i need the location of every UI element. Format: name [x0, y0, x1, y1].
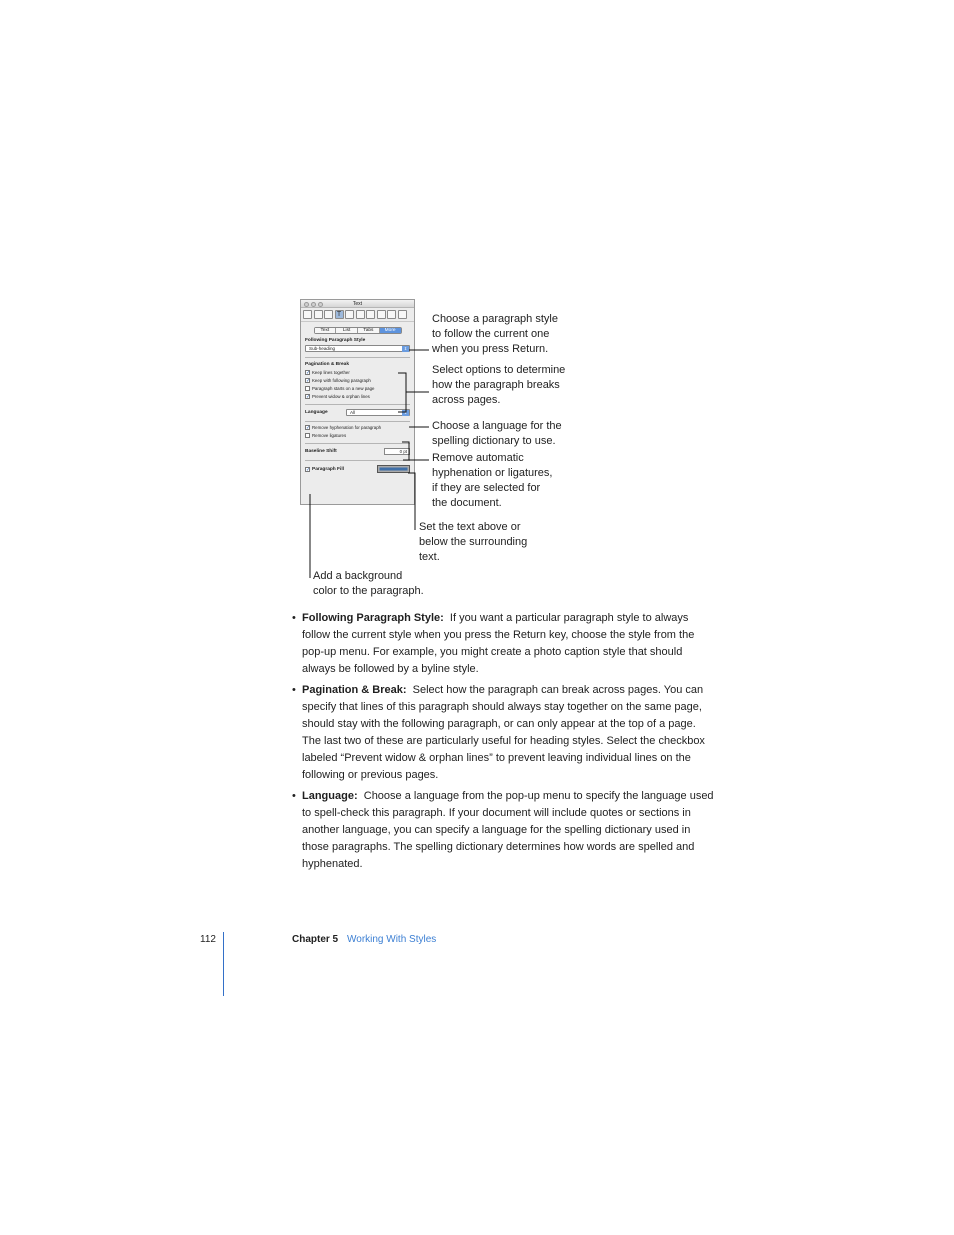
bullet-dot: •: [292, 612, 296, 624]
bullet-pagination: • Pagination & Break: Select how the paragraph can break across pages. You can specify that lines of this paragraph should always stay together on the same page, should stay with the following paragraph, or can only appear at the top of a page. The last two of these are particularly useful for heading styles. Select the checkbox labeled “Prevent widow & orphan lines” to prevent leaving individual lines on the following or previous pages.: [292, 684, 705, 781]
page-number: 112: [200, 934, 216, 945]
callout-baseline-shift: Set the text above or below the surrounding text.: [419, 521, 528, 563]
callout-paragraph-fill: Add a background color to the paragraph.: [313, 570, 424, 597]
checkbox-checked-icon: ✓: [306, 378, 311, 384]
widow-orphan-checkbox[interactable]: ✓ Prevent widow & orphan lines: [306, 394, 370, 400]
hyphenation-bracket: [402, 442, 409, 460]
pagination-bracket: [398, 373, 406, 412]
tab-text[interactable]: Text: [315, 328, 337, 333]
callout-following-style: Choose a paragraph style to follow the current one when you press Return.: [432, 313, 558, 355]
popup-arrows-icon: ⇕: [403, 410, 408, 415]
following-style-value: Sub-heading: [309, 346, 336, 351]
tab-more[interactable]: More: [380, 328, 401, 333]
chapter-label: Chapter 5: [292, 934, 339, 945]
remove-ligatures-checkbox[interactable]: Remove ligatures: [305, 433, 410, 438]
inspector-title: Text: [352, 301, 363, 307]
baseline-shift-label: Baseline Shift: [305, 449, 337, 454]
body-bullet-list: [290, 610, 740, 877]
language-value: All: [350, 410, 356, 415]
callout-hyphenation: Remove automatic hyphenation or ligatures, if they are selected for the document.: [432, 452, 553, 509]
footer-rule: [223, 932, 224, 996]
checkbox-checked-icon: ✓: [306, 370, 311, 376]
bullet-following-style: • Following Paragraph Style: If you want a particular paragraph style to always follow the current style when you press the Return key, choose the style from the pop-up menu. For example, you might create a photo caption style that should always be followed by a byline style.: [292, 612, 695, 675]
text-icon[interactable]: T: [335, 310, 344, 319]
tab-list[interactable]: List: [336, 328, 358, 333]
pagination-label: Pagination & Break: [305, 362, 349, 367]
tab-tabs[interactable]: Tabs: [358, 328, 380, 333]
paragraph-fill-checkbox[interactable]: ✓ Paragraph Fill: [306, 466, 344, 473]
checkbox-checked-icon: ✓: [306, 394, 311, 400]
language-label: Language: [305, 410, 328, 415]
bullet-dot: •: [292, 790, 296, 802]
callout-language: Choose a language for the spelling dictionary to use.: [432, 420, 562, 447]
starts-new-page-checkbox[interactable]: Paragraph starts on a new page: [305, 386, 410, 391]
bullet-language: • Language: Choose a language from the pop-up menu to specify the language used to spell-check this paragraph. If your document will include quotes or sections in another language, you can specify a language for the spelling dictionary used in those paragraphs. The spelling dictionary determines how words are spelled and hyphenated.: [292, 790, 714, 870]
remove-hyphenation-checkbox[interactable]: ✓ Remove hyphenation for paragraph: [306, 425, 382, 431]
baseline-leader: [408, 473, 415, 530]
popup-arrows-icon: ⇕: [403, 346, 408, 351]
checkbox-checked-icon: ✓: [306, 425, 311, 431]
keep-with-following-checkbox[interactable]: ✓ Keep with following paragraph: [306, 378, 371, 384]
bullet-dot: •: [292, 684, 296, 696]
checkbox-checked-icon: ✓: [306, 466, 311, 473]
callout-pagination: Select options to determine how the paragraph breaks across pages.: [432, 364, 566, 406]
keep-lines-together-checkbox[interactable]: ✓ Keep lines together: [306, 370, 350, 376]
chapter-title-link[interactable]: Working With Styles: [347, 934, 437, 945]
following-style-label: Following Paragraph Style: [305, 338, 366, 343]
baseline-shift-field[interactable]: 0 pt: [384, 448, 410, 455]
